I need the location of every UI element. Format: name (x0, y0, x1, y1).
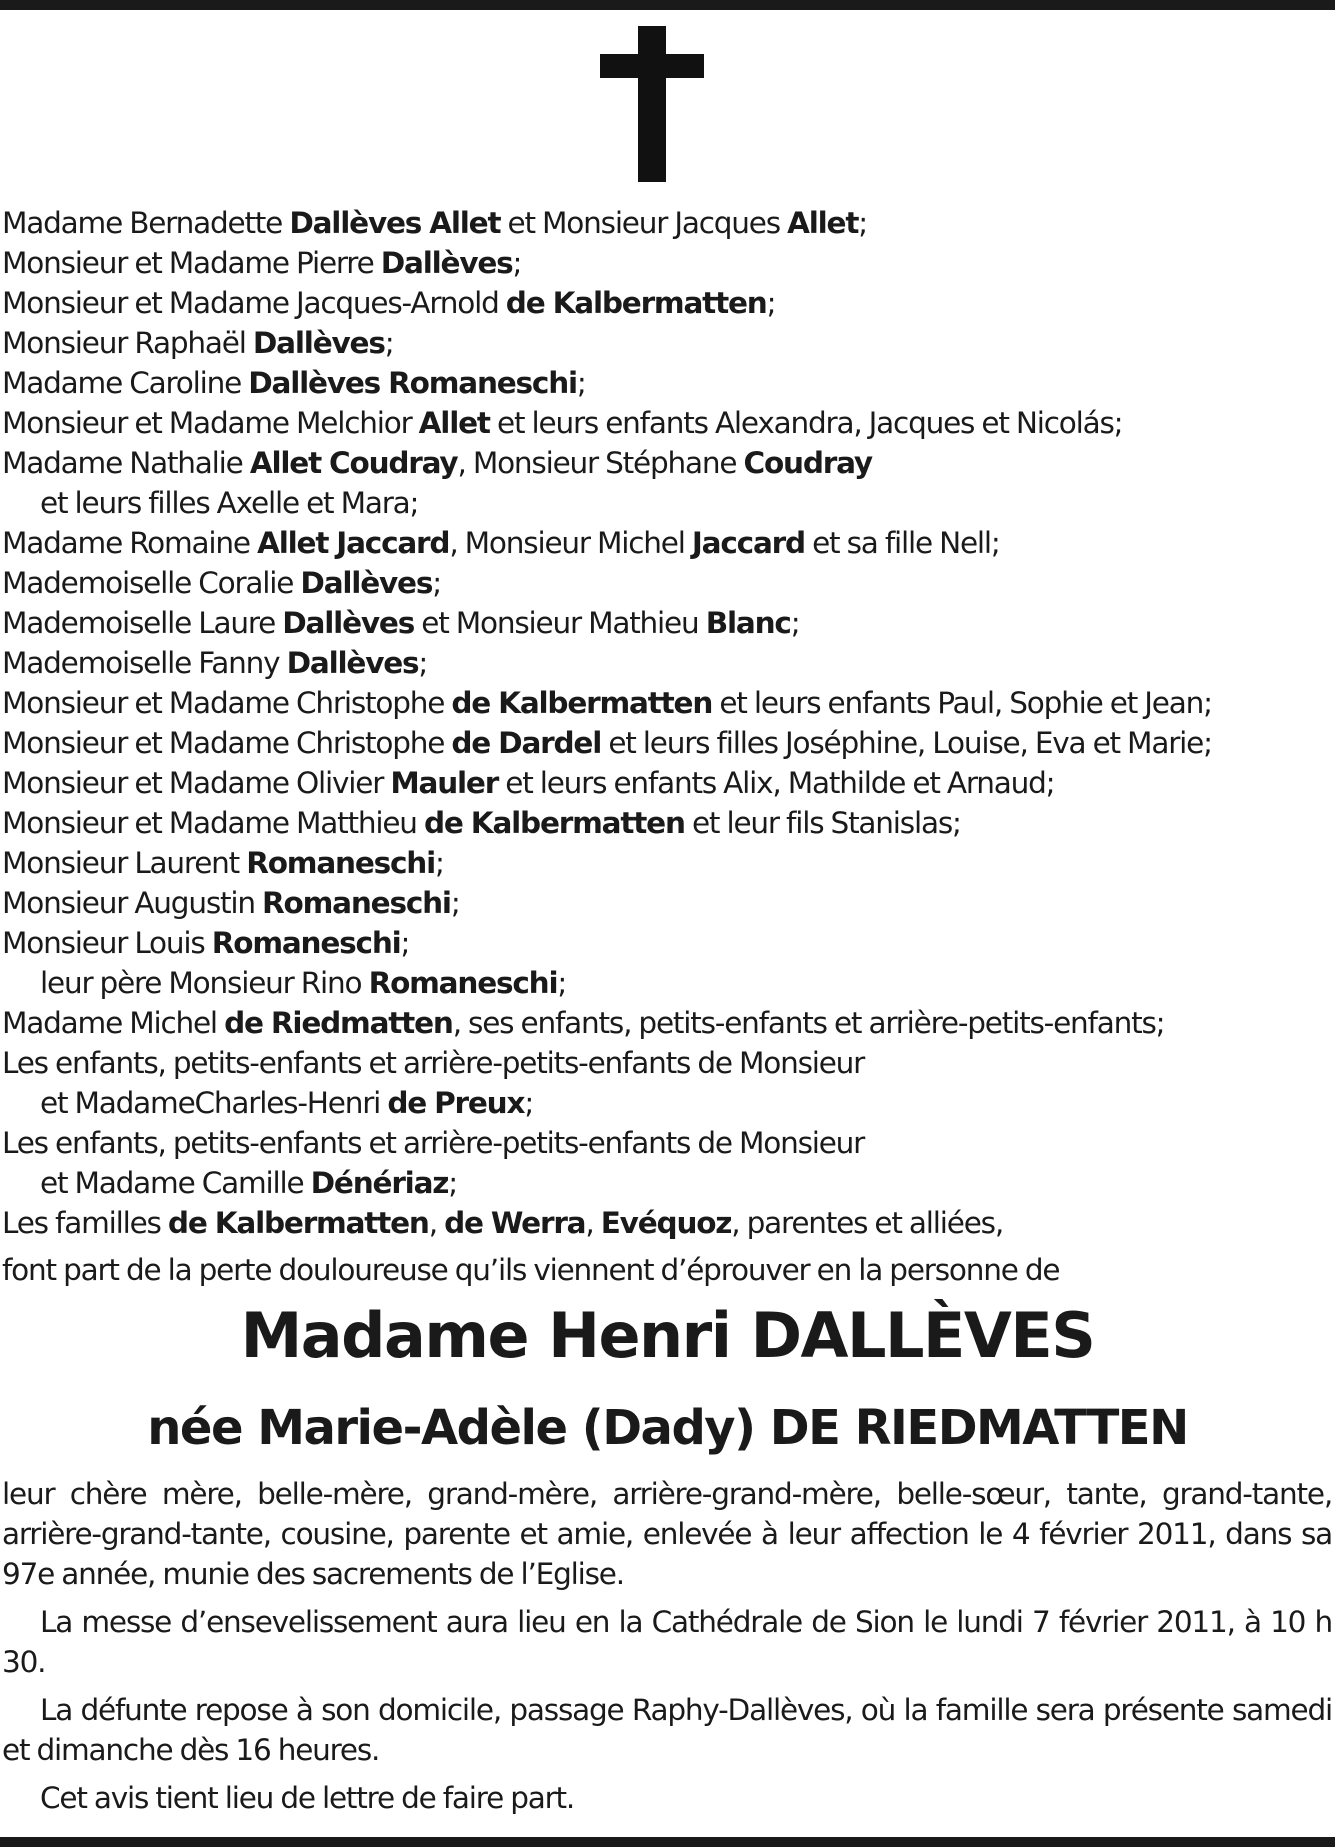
family-line (2, 1003, 1332, 1043)
family-line (2, 883, 1332, 923)
family-text: Monsieur Laurent (2, 846, 247, 880)
family-surname: de Kalbermatten (167, 1206, 429, 1240)
family-surname: Allet (418, 406, 490, 440)
family-text: Madame Michel (2, 1006, 225, 1040)
family-surname: Jaccard (691, 526, 805, 560)
family-text: et Madame Camille (40, 1166, 311, 1200)
family-line (2, 523, 1332, 563)
family-text: ; (450, 886, 460, 920)
family-surname: de Preux (387, 1086, 525, 1120)
family-text: ; (858, 206, 867, 240)
family-text: ; (432, 566, 441, 600)
family-text: , parentes et alliées, (731, 1206, 1004, 1240)
family-text: Madame Bernadette (2, 206, 290, 240)
family-text: Madame Caroline (2, 366, 249, 400)
family-text: et leurs enfants Alix, Mathilde et Arnaud; (498, 766, 1055, 800)
family-surname: Dallèves (252, 326, 385, 360)
deceased-name: Madame Henri DALLÈVES (240, 1299, 1095, 1372)
family-text: et leurs enfants Paul, Sophie et Jean; (712, 686, 1212, 720)
deceased-maiden-name: née Marie-Adèle (Dady) DE RIEDMATTEN (147, 1400, 1188, 1456)
family-surname: de Kalbermatten (451, 686, 713, 720)
family-text: Monsieur et Madame Christophe (2, 726, 452, 760)
family-text: ; (418, 646, 428, 680)
family-line (2, 483, 1332, 523)
family-surname: de Riedmatten (224, 1006, 453, 1040)
family-text: ; (435, 846, 444, 880)
family-line (2, 763, 1332, 803)
family-text: Monsieur Louis (2, 926, 212, 960)
family-line (2, 1043, 1332, 1083)
family-text: Monsieur et Madame Matthieu (2, 806, 424, 840)
family-text: , (428, 1206, 445, 1240)
family-text: Madame Romaine (2, 526, 258, 560)
family-surname: Allet (787, 206, 859, 240)
family-line (2, 203, 1332, 243)
family-line (2, 443, 1332, 483)
announcement-line: font part de la perte douloureuse qu’ils viennent d’éprouver en la personne de (2, 1253, 1060, 1287)
family-line (2, 563, 1332, 603)
family-text: et leur fils Stanislas; (684, 806, 961, 840)
family-text: et MadameCharles-Henri (40, 1086, 388, 1120)
family-text: Les familles (2, 1206, 168, 1240)
family-text: et leurs filles Axelle et Mara; (40, 486, 419, 520)
family-surname: de Kalbermatten (423, 806, 685, 840)
family-line (2, 243, 1332, 283)
family-surname: Romaneschi (246, 846, 435, 880)
family-surname: Romaneschi (211, 926, 401, 960)
family-text: , (585, 1206, 601, 1240)
family-text: leur père Monsieur Rino (40, 966, 369, 1000)
top-border-rule (0, 0, 1335, 10)
family-line (2, 843, 1332, 883)
family-surname: Coudray (743, 446, 872, 480)
family-text: ; (400, 926, 410, 960)
relations-paragraph: leur chère mère, belle-mère, grand-mère, arrière-grand-mère, belle-sœur, tante, grand-tante, arrière-grand-tante, cousine, parente et amie, enlevée à leur affection le 4 février 2011, dans sa 97e année, munie des sacrements de l’Eglise. (2, 1477, 1332, 1591)
family-surname: Dallèves (300, 566, 433, 600)
family-text: Monsieur Augustin (2, 886, 263, 920)
family-text: Monsieur et Madame Jacques-Arnold (2, 286, 506, 320)
family-text: ; (384, 326, 394, 360)
family-text: Madame Nathalie (2, 446, 250, 480)
family-line (2, 283, 1332, 323)
family-text: et leurs filles Joséphine, Louise, Eva et Marie; (601, 726, 1212, 760)
family-text: et Monsieur Jacques (500, 206, 788, 240)
family-text: , ses enfants, petits-enfants et arrière-petits-enfants; (452, 1006, 1165, 1040)
mass-paragraph: La messe d’ensevelissement aura lieu en la Cathédrale de Sion le lundi 7 février 2011, à 10 h 30. (2, 1605, 1332, 1679)
family-line (2, 1083, 1332, 1123)
family-text: , Monsieur Michel (449, 526, 692, 560)
family-surname: Romaneschi (368, 966, 558, 1000)
family-text: ; (766, 286, 776, 320)
family-text: ; (524, 1086, 534, 1120)
notice-paragraph: Cet avis tient lieu de lettre de faire part. (40, 1781, 575, 1815)
family-text: Monsieur Raphaël (2, 326, 253, 360)
family-line (2, 1163, 1332, 1203)
family-surname: de Kalbermatten (505, 286, 767, 320)
family-line (2, 323, 1332, 363)
family-surname: Dallèves (282, 606, 415, 640)
cross-icon (600, 26, 704, 182)
family-text: Mademoiselle Laure (2, 606, 283, 640)
family-text: Monsieur et Madame Pierre (2, 246, 381, 280)
family-surname: de Dardel (451, 726, 602, 760)
family-line (2, 963, 1332, 1003)
family-line (2, 363, 1332, 403)
family-surname: Dallèves (380, 246, 513, 280)
family-text: et leurs enfants Alexandra, Jacques et Nicolás; (489, 406, 1123, 440)
family-line (2, 723, 1332, 763)
notice-body (2, 1474, 1332, 1818)
family-text: et Monsieur Mathieu (414, 606, 706, 640)
family-line (2, 923, 1332, 963)
family-line (2, 683, 1332, 723)
family-surname: Dénériaz (310, 1166, 449, 1200)
family-list (2, 203, 1332, 1293)
family-line (2, 1123, 1332, 1163)
family-surname: Dallèves (286, 646, 419, 680)
family-line (2, 803, 1332, 843)
family-surname: Mauler (390, 766, 499, 800)
family-text: Mademoiselle Fanny (2, 646, 287, 680)
family-surname: de Werra (444, 1206, 586, 1240)
family-surname: Allet Coudray (249, 446, 458, 480)
family-text: Monsieur et Madame Olivier (2, 766, 391, 800)
family-text: Mademoiselle Coralie (2, 566, 301, 600)
family-line (2, 1203, 1332, 1243)
family-surname: Dallèves Romaneschi (248, 366, 577, 400)
family-text: ; (448, 1166, 458, 1200)
rest-paragraph: La défunte repose à son domicile, passage Raphy-Dallèves, où la famille sera présente samedi et dimanche dès 16 heures. (2, 1693, 1332, 1767)
family-line (2, 643, 1332, 683)
family-text: Les enfants, petits-enfants et arrière-petits-enfants de Monsieur (2, 1126, 865, 1160)
family-text: ; (576, 366, 586, 400)
family-text: ; (557, 966, 567, 1000)
family-surname: Romaneschi (262, 886, 451, 920)
family-text: , Monsieur Stéphane (457, 446, 744, 480)
family-text: ; (790, 606, 800, 640)
family-surname: Allet Jaccard (257, 526, 450, 560)
family-line (2, 403, 1332, 443)
family-surname: Evéquoz (600, 1206, 732, 1240)
family-surname: Blanc (705, 606, 791, 640)
family-text: Monsieur et Madame Melchior (2, 406, 419, 440)
family-text: Les enfants, petits-enfants et arrière-petits-enfants de Monsieur (2, 1046, 865, 1080)
family-line (2, 603, 1332, 643)
family-text: ; (512, 246, 522, 280)
family-text: Monsieur et Madame Christophe (2, 686, 452, 720)
family-text: et sa fille Nell; (804, 526, 1000, 560)
bottom-border-rule (0, 1837, 1335, 1847)
family-surname: Dallèves Allet (289, 206, 501, 240)
